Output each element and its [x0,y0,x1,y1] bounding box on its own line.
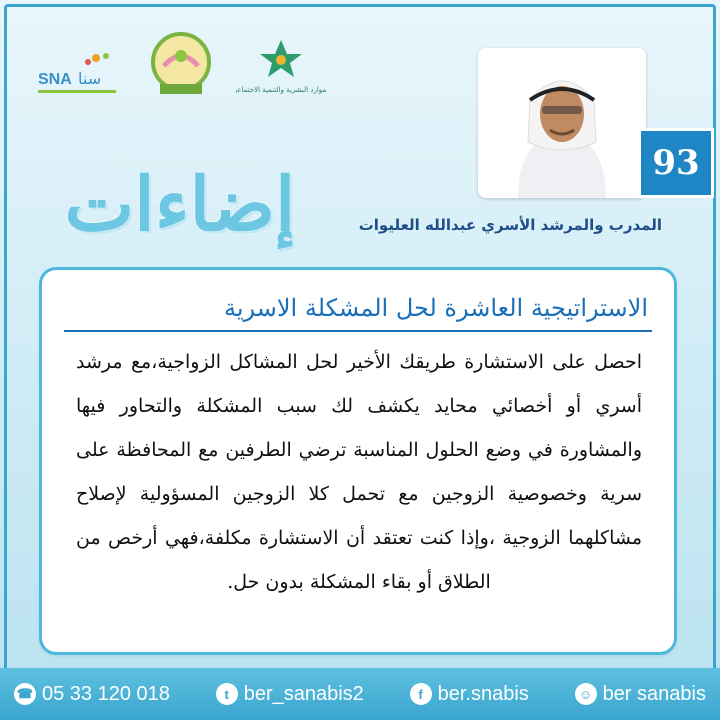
logo-strip [36,28,326,108]
twitter-handle: ber_sanabis2 [243,682,364,705]
trainer-name: المدرب والمرشد الأسري عبدالله العليوات [358,216,662,234]
ministry-logo [236,36,326,104]
contact-footer [14,674,706,714]
association-logo [146,28,216,100]
facebook-handle: ber.snabis [437,682,529,705]
snapchat-contact[interactable] [575,683,706,706]
card-heading: الاستراتيجية العاشرة لحل المشكلة الاسرية [64,284,652,332]
episode-number-badge: 93 [638,128,714,198]
snapchat-handle: ber sanabis [602,682,706,705]
content-card [42,270,674,652]
trainer-photo [478,48,646,198]
snapchat-icon: ☺ [575,683,597,705]
sna-logo [36,50,120,100]
phone-contact[interactable] [14,683,170,706]
twitter-icon: t [216,683,238,705]
card-body-text: احصل على الاستشارة طريقك الأخير لحل المشاكل الزواجية،مع مرشد أسري أو أخصائي محايد يكشف لك سبب المشكلة والتحاور فيها والمشاورة في وضع الحلول المناسبة ترضي الطرفين مع المحافظة على سرية وخصوصية الزوجين مع تحمل كلا الزوجين المسؤولية لإصلاح مشاكلهما الزوجية ،وإذا كنت تعتقد أن الاستشارة مكلفة،فهي أرخص من الطلاق أو بقاء المشكلة بدون حل. [76,351,642,593]
svg-text:الموارد البشرية والتنمية الاجت: الموارد البشرية والتنمية الاجتماعية [236,86,326,94]
facebook-icon: f [410,683,432,705]
facebook-contact[interactable] [410,683,529,706]
phone-icon: ☎ [14,683,36,705]
phone-number: 05 33 120 018 [42,682,170,705]
twitter-contact[interactable] [216,683,364,706]
page-title: إضاءات [64,162,296,248]
svg-text:سنا: سنا [78,69,102,88]
svg-text:SNA: SNA [38,71,72,88]
